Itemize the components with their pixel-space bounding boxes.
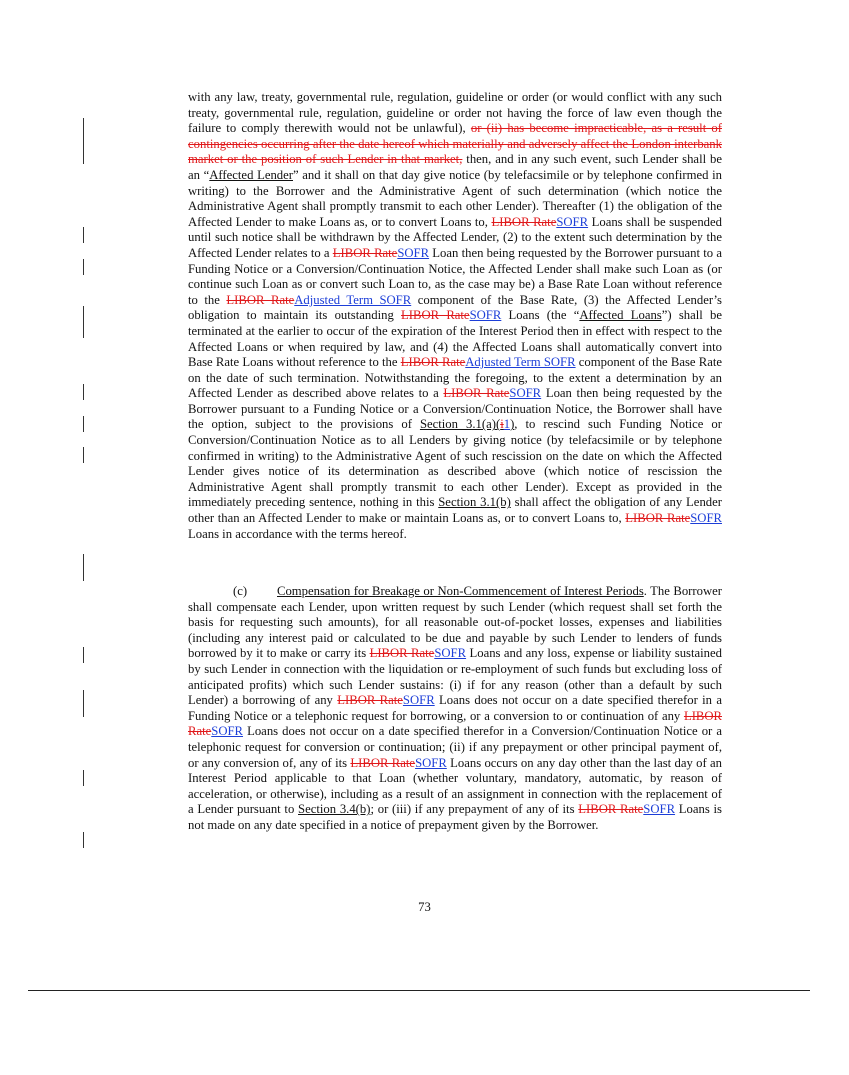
change-bar [83,322,84,338]
defined-term: Affected Loans [579,308,662,323]
inserted-text: SOFR [643,802,676,817]
inserted-text: SOFR [402,693,435,708]
section-heading: Compensation for Breakage or Non-Commencement of Interest Periods [277,584,644,598]
inserted-text: SOFR [469,308,502,323]
inserted-text: SOFR [690,511,722,526]
change-bar [83,227,84,243]
section-reference: Section 3.4(b) [298,802,371,817]
deleted-text: LIBOR Rate [625,511,691,526]
change-bar [83,447,84,463]
change-bar [83,690,84,717]
change-bar [83,647,84,663]
deleted-text: LIBOR Rate [226,292,295,307]
deleted-text: LIBOR Rate [443,386,510,401]
deleted-text: LIBOR Rate [400,355,466,370]
change-bar [83,770,84,786]
deleted-text: i [500,417,504,432]
deleted-text: LIBOR Rate [369,646,435,661]
section-c-paragraph: (c) Compensation for Breakage or Non-Commencement of Interest Periods. The Borrower shall compensate each Lender, upon written request by such Lender (which request shall set forth the basis for requesting such amounts), for all reasonable out-of-pocket losses, expenses and liabilities (including any interest paid or calculated to be due and payable by such Lender to lenders of funds borrowed by it to make or carry its LIBOR RateSOFR Loans and any loss, expense or liability sustained by such Lender in connection with the liquidation or re-employment of such funds but excluding loss of anticipated profits) which such Lender sustains: (i) if for any reason (other than a default by such Lender) a borrowing of any LIBOR RateSOFR Loans does not occur on a date specified therefor in a Funding Notice or a telephonic request for borrowing, or a conversion to or continuation of any LIBOR RateSOFR Loans does not occur on a date specified therefor in a Conversion/Continuation Notice or a telephonic request for conversion or continuation; (ii) if any prepayment or other principal payment of, or any conversion of, any of its LIBOR RateSOFR Loans occurs on any day other than the last day of an Interest Period applicable to that Loan (whether voluntary, mandatory, automatic, by reason of acceleration, or otherwise), including as a result of an assignment in connection with the replacement of a Lender pursuant to Section 3.4(b); or (iii) if any prepayment of any of its LIBOR RateSOFR Loans is not made on any date specified in a notice of prepayment given by the Borrower. [188,584,722,832]
change-bar [83,832,84,848]
inserted-text: Adjusted Term SOFR [294,292,412,307]
defined-term: Affected Lender [209,167,293,182]
section-reference: Section 3.1(a)(i1) [419,417,515,432]
change-bar [83,554,84,581]
deleted-text: LIBOR Rate [401,308,470,323]
inserted-text: SOFR [509,386,542,401]
body-paragraph: with any law, treaty, governmental rule, regulation, guideline or order (or would conflict with any such treaty, governmental rule, regulation, guideline or order not having the force of law even though the failure to comply therewith would not be unlawful), or (ii) has become impracticable, as a result of contingencies occurring after the date hereof which materially and adversely affect the London interbank market or the position of such Lender in that market, then, and in any such event, such Lender shall be an “Affected Lender” and it shall on that day give notice (by telefacsimile or by telephone confirmed in writing) to the Borrower and the Administrative Agent of such determination (which notice the Administrative Agent shall promptly transmit to each other Lender). Thereafter (1) the obligation of the Affected Lender to make Loans as, or to convert Loans to, LIBOR RateSOFR Loans shall be suspended until such notice shall be withdrawn by the Affected Lender, (2) to the extent such determination by the Affected Lender relates to a LIBOR RateSOFR Loan then being requested by the Borrower pursuant to a Funding Notice or a Conversion/Continuation Notice, the Affected Lender shall make such Loan as (or continue such Loan as or convert such Loan to, as the case may be) a Base Rate Loan without reference to the LIBOR RateAdjusted Term SOFR component of the Base Rate, (3) the Affected Lender’s obligation to maintain its outstanding LIBOR RateSOFR Loans (the “Affected Loans”) shall be terminated at the earlier to occur of the expiration of the Interest Period then in effect with respect to the Affected Loans or when required by law, and (4) the Affected Loans shall automatically convert into Base Rate Loans without reference to the LIBOR RateAdjusted Term SOFR component of the Base Rate on the date of such termination. Notwithstanding the foregoing, to the extent a determination by an Affected Lender as described above relates to a LIBOR RateSOFR Loan then being requested by the Borrower pursuant to a Funding Notice or a Conversion/Continuation Notice, the Borrower shall have the option, subject to the provisions of Section 3.1(a)(i1), to rescind such Funding Notice or Conversion/Continuation Notice as to all Lenders by giving notice (by telefacsimile or by telephone confirmed in writing) to the Administrative Agent of such rescission on the date on which the Affected Lender gives notice of its determination as described above (which notice of rescission the Administrative Agent shall promptly transmit to each other Lender). Except as provided in the immediately preceding sentence, nothing in this Section 3.1(b) shall affect the obligation of any Lender other than an Affected Lender to make or maintain Loans as, or to convert Loans to, LIBOR RateSOFR Loans in accordance with the terms hereof. [188,90,723,541]
inserted-text: Adjusted Term SOFR [465,355,576,370]
deleted-text: LIBOR Rate [491,214,557,229]
section-reference: Section 3.1(b) [438,495,511,510]
change-bar [83,384,84,400]
inserted-text: SOFR [556,214,589,229]
page-number: 73 [418,900,431,914]
deleted-text: LIBOR Rate [350,755,416,770]
inserted-text: 1 [503,417,511,432]
change-bar [83,306,84,322]
clause-label: (c) [233,584,248,598]
inserted-text: SOFR [397,245,430,260]
deleted-text: LIBOR Rate [188,708,722,739]
inserted-text: SOFR [211,724,244,739]
deleted-text: LIBOR Rate [337,693,403,708]
inserted-text: SOFR [415,755,447,770]
footer-divider [28,990,810,991]
deleted-text: LIBOR Rate [332,245,398,260]
inserted-text: SOFR [434,646,467,661]
change-bar [83,118,84,164]
deleted-text: or (ii) has become impracticable, as a result of contingencies occurring after the date hereof which materially and adversely affect the London interbank market or the position of such Lender in that market, [188,121,722,167]
change-bar [83,416,84,432]
deleted-text: LIBOR Rate [578,802,644,817]
change-bar [83,259,84,275]
